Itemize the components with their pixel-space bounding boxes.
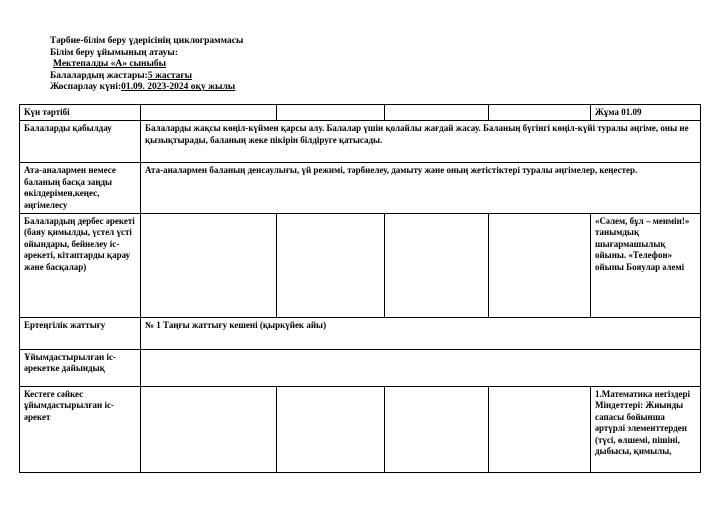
row-label: Балалардың дербес әрекеті (баяу қимылды, үстел үсті ойындары, бейнелеу іс- әрекеті, кітаптарды қарау және басқалар) — [20, 214, 141, 318]
row-content — [141, 350, 701, 387]
day-cell — [277, 387, 385, 473]
row-content: Ата-аналармен баланың денсаулығы, үй режимі, тәрбиелеу, дамыту және оның жетістіктері туралы әңгімелер, кеңестер. — [141, 163, 701, 214]
day-cell — [385, 387, 489, 473]
age-label: Балалардың жастары: — [50, 70, 148, 81]
row-label: Ұйымдастырылған іс-әрекетке дайындық — [20, 350, 141, 387]
day-cell-friday: 1.Математика негіздері Міндеттері: Жиынды сапасы бойынша әртүрлі элементтерден (түсі, өлшемі, пішіні, дыбысы, қимылы, — [591, 387, 701, 473]
row-label: Күн тәртібі — [20, 105, 141, 121]
table-row — [20, 163, 701, 214]
table-row — [20, 318, 701, 350]
day-cell-friday: Жұма 01.09 — [591, 105, 701, 121]
day-cell — [277, 105, 385, 121]
table-row — [20, 350, 701, 387]
day-cell-friday: «Сәлем, бұл – менмін!» танымдық шығармашылық ойыны. «Телефон» ойыны Бояулар әлемі — [591, 214, 701, 318]
group-name: Мектепалды «А» сыныбы — [53, 59, 167, 70]
table-row — [20, 387, 701, 473]
row-label: Балаларды қабылдау — [20, 121, 141, 163]
table-row — [20, 105, 701, 121]
period-label: Жоспарлау күні: — [50, 82, 122, 93]
doc-title: Тәрбие-білім беру үдерісінің циклограммасы — [50, 36, 244, 46]
cyclogram-table — [19, 104, 701, 473]
table-row — [20, 214, 701, 318]
row-content: Балаларды жақсы көңіл-күймен қарсы алу. Балалар үшін қолайлы жағдай жасау. Баланың бүгінгі көңіл-күйі туралы әңгіме, оны не қызықтырады, баланың жеке пікірін білдіруге қатысады. — [141, 121, 701, 163]
day-cell — [489, 105, 591, 121]
period-line — [50, 82, 243, 94]
day-cell — [141, 214, 277, 318]
document-header — [50, 36, 243, 94]
row-label: Кестеге сәйкес ұйымдастырылған іс-әрекет — [20, 387, 141, 473]
day-cell — [489, 214, 591, 318]
day-cell — [277, 214, 385, 318]
row-label: Ертеңгілік жаттығу — [20, 318, 141, 350]
row-content: № 1 Таңғы жаттығу кешені (қыркүйек айы) — [141, 318, 701, 350]
row-label: Ата-аналармен немесе баланың басқа заңды өкілдерімен,кеңес, әңгімелесу — [20, 163, 141, 214]
day-cell — [385, 214, 489, 318]
day-cell — [385, 105, 489, 121]
table-row — [20, 121, 701, 163]
day-cell — [141, 387, 277, 473]
day-cell — [489, 387, 591, 473]
period-value: 01.09. 2023-2024 оқу жылы — [121, 82, 236, 93]
day-cell — [141, 105, 277, 121]
age-value: 5 жастағы — [147, 70, 193, 81]
org-label: Білім беру ұйымының атауы: — [50, 47, 179, 58]
age-line — [50, 71, 243, 83]
